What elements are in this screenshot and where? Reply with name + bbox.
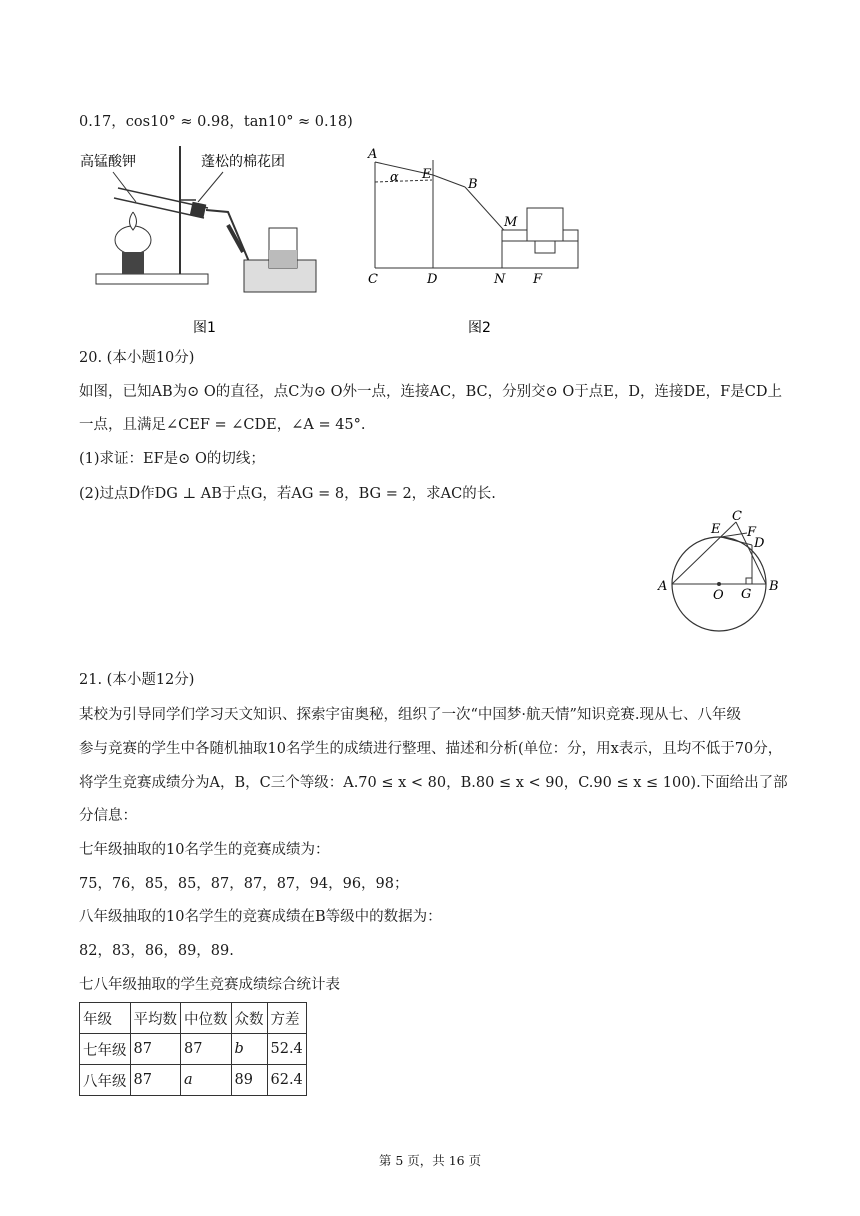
table-cell: 87 (130, 1034, 181, 1065)
table-header-cell: 平均数 (130, 1003, 181, 1034)
fig2-caption: 图2 (468, 320, 491, 336)
table-cell: 62.4 (267, 1065, 306, 1096)
fig3-point-C: C (732, 509, 742, 524)
q20-text-2: 一点，且满足∠CEF = ∠CDE，∠A = 45°. (79, 417, 366, 433)
q21-text-2: 参与竞赛的学生中各随机抽取10名学生的成绩进行整理、描述和分析(单位：分，用x表示，且均不低于70分， (79, 741, 783, 757)
fig3-point-O: O (713, 588, 724, 603)
table-cell: 89 (231, 1065, 267, 1096)
fig3-point-B: B (769, 579, 779, 594)
fig3-point-G: G (741, 587, 752, 602)
q20-part-1: (1)求证：EF是⊙ O的切线； (79, 451, 265, 467)
table-header-cell: 众数 (231, 1003, 267, 1034)
q21-g7-scores: 75，76，85，85，87，87，87，94，96，98； (79, 876, 409, 892)
q20-text-1: 如图，已知AB为⊙ O的直径，点C为⊙ O外一点，连接AC，BC，分别交⊙ O于点E，D，连接DE，F是CD上 (79, 384, 782, 400)
fig3-point-D: D (754, 536, 765, 551)
stats-table (79, 1002, 307, 1096)
fig1-label-left: 高锰酸钾 (80, 154, 136, 170)
fig2-point-M: M (504, 215, 518, 230)
table-header-cell: 年级 (80, 1003, 131, 1034)
fig2-point-A: A (368, 147, 378, 162)
fig2-point-N: N (494, 272, 506, 287)
fig1-label-right: 蓬松的棉花团 (201, 154, 285, 170)
fig2-point-C: C (368, 272, 378, 287)
table-cell: 52.4 (267, 1034, 306, 1065)
table-row (80, 1065, 307, 1096)
fig2-angle-alpha: α (390, 170, 399, 185)
table-cell: a (181, 1065, 232, 1096)
q21-text-1: 某校为引导同学们学习天文知识、探索宇宙奥秘，组织了一次“中国梦·航天情”知识竞赛.现从七、八年级 (79, 707, 742, 723)
fig2-point-F: F (533, 272, 543, 287)
q20-header: 20. (本小题10分) (79, 350, 195, 366)
table-cell: 七年级 (80, 1034, 131, 1065)
table-cell: 87 (181, 1034, 232, 1065)
fig3-point-F: F (747, 525, 757, 540)
table-header-row (80, 1003, 307, 1034)
figure-3-circle (648, 505, 788, 640)
page-footer: 第 5 页，共 16 页 (378, 1153, 482, 1168)
table-cell: b (231, 1034, 267, 1065)
q21-g8-scores: 82，83，86，89，89. (79, 943, 234, 959)
q21-g7-label: 七年级抽取的10名学生的竞赛成绩为： (79, 842, 330, 858)
q21-text-3: 将学生竞赛成绩分为A，B，C三个等级：A.70 ≤ x < 80，B.80 ≤ x < 90，C.90 ≤ x ≤ 100).下面给出了部 (79, 775, 788, 791)
fig1-caption: 图1 (193, 320, 216, 336)
fig2-point-B: B (468, 177, 478, 192)
table-cell: 八年级 (80, 1065, 131, 1096)
q21-header: 21. (本小题12分) (79, 672, 195, 688)
q21-g8-label: 八年级抽取的10名学生的竞赛成绩在B等级中的数据为： (79, 909, 442, 925)
fig3-point-A: A (658, 579, 668, 594)
fig2-point-E: E (422, 167, 432, 182)
table-header-cell: 方差 (267, 1003, 306, 1034)
table-header-cell: 中位数 (181, 1003, 232, 1034)
q20-part-2: (2)过点D作DG ⊥ AB于点G，若AG = 8，BG = 2，求AC的长. (79, 486, 496, 502)
q21-text-4: 分信息： (79, 808, 137, 824)
text-line-continuation: 0.17，cos10° ≈ 0.98，tan10° ≈ 0.18) (79, 114, 353, 130)
fig3-point-E: E (711, 522, 721, 537)
table-row (80, 1034, 307, 1065)
table-cell: 87 (130, 1065, 181, 1096)
q21-table-title: 七八年级抽取的学生竞赛成绩综合统计表 (79, 977, 340, 993)
figure-1-apparatus (78, 140, 328, 340)
figure-2-diagram (360, 140, 590, 340)
fig2-point-D: D (427, 272, 438, 287)
